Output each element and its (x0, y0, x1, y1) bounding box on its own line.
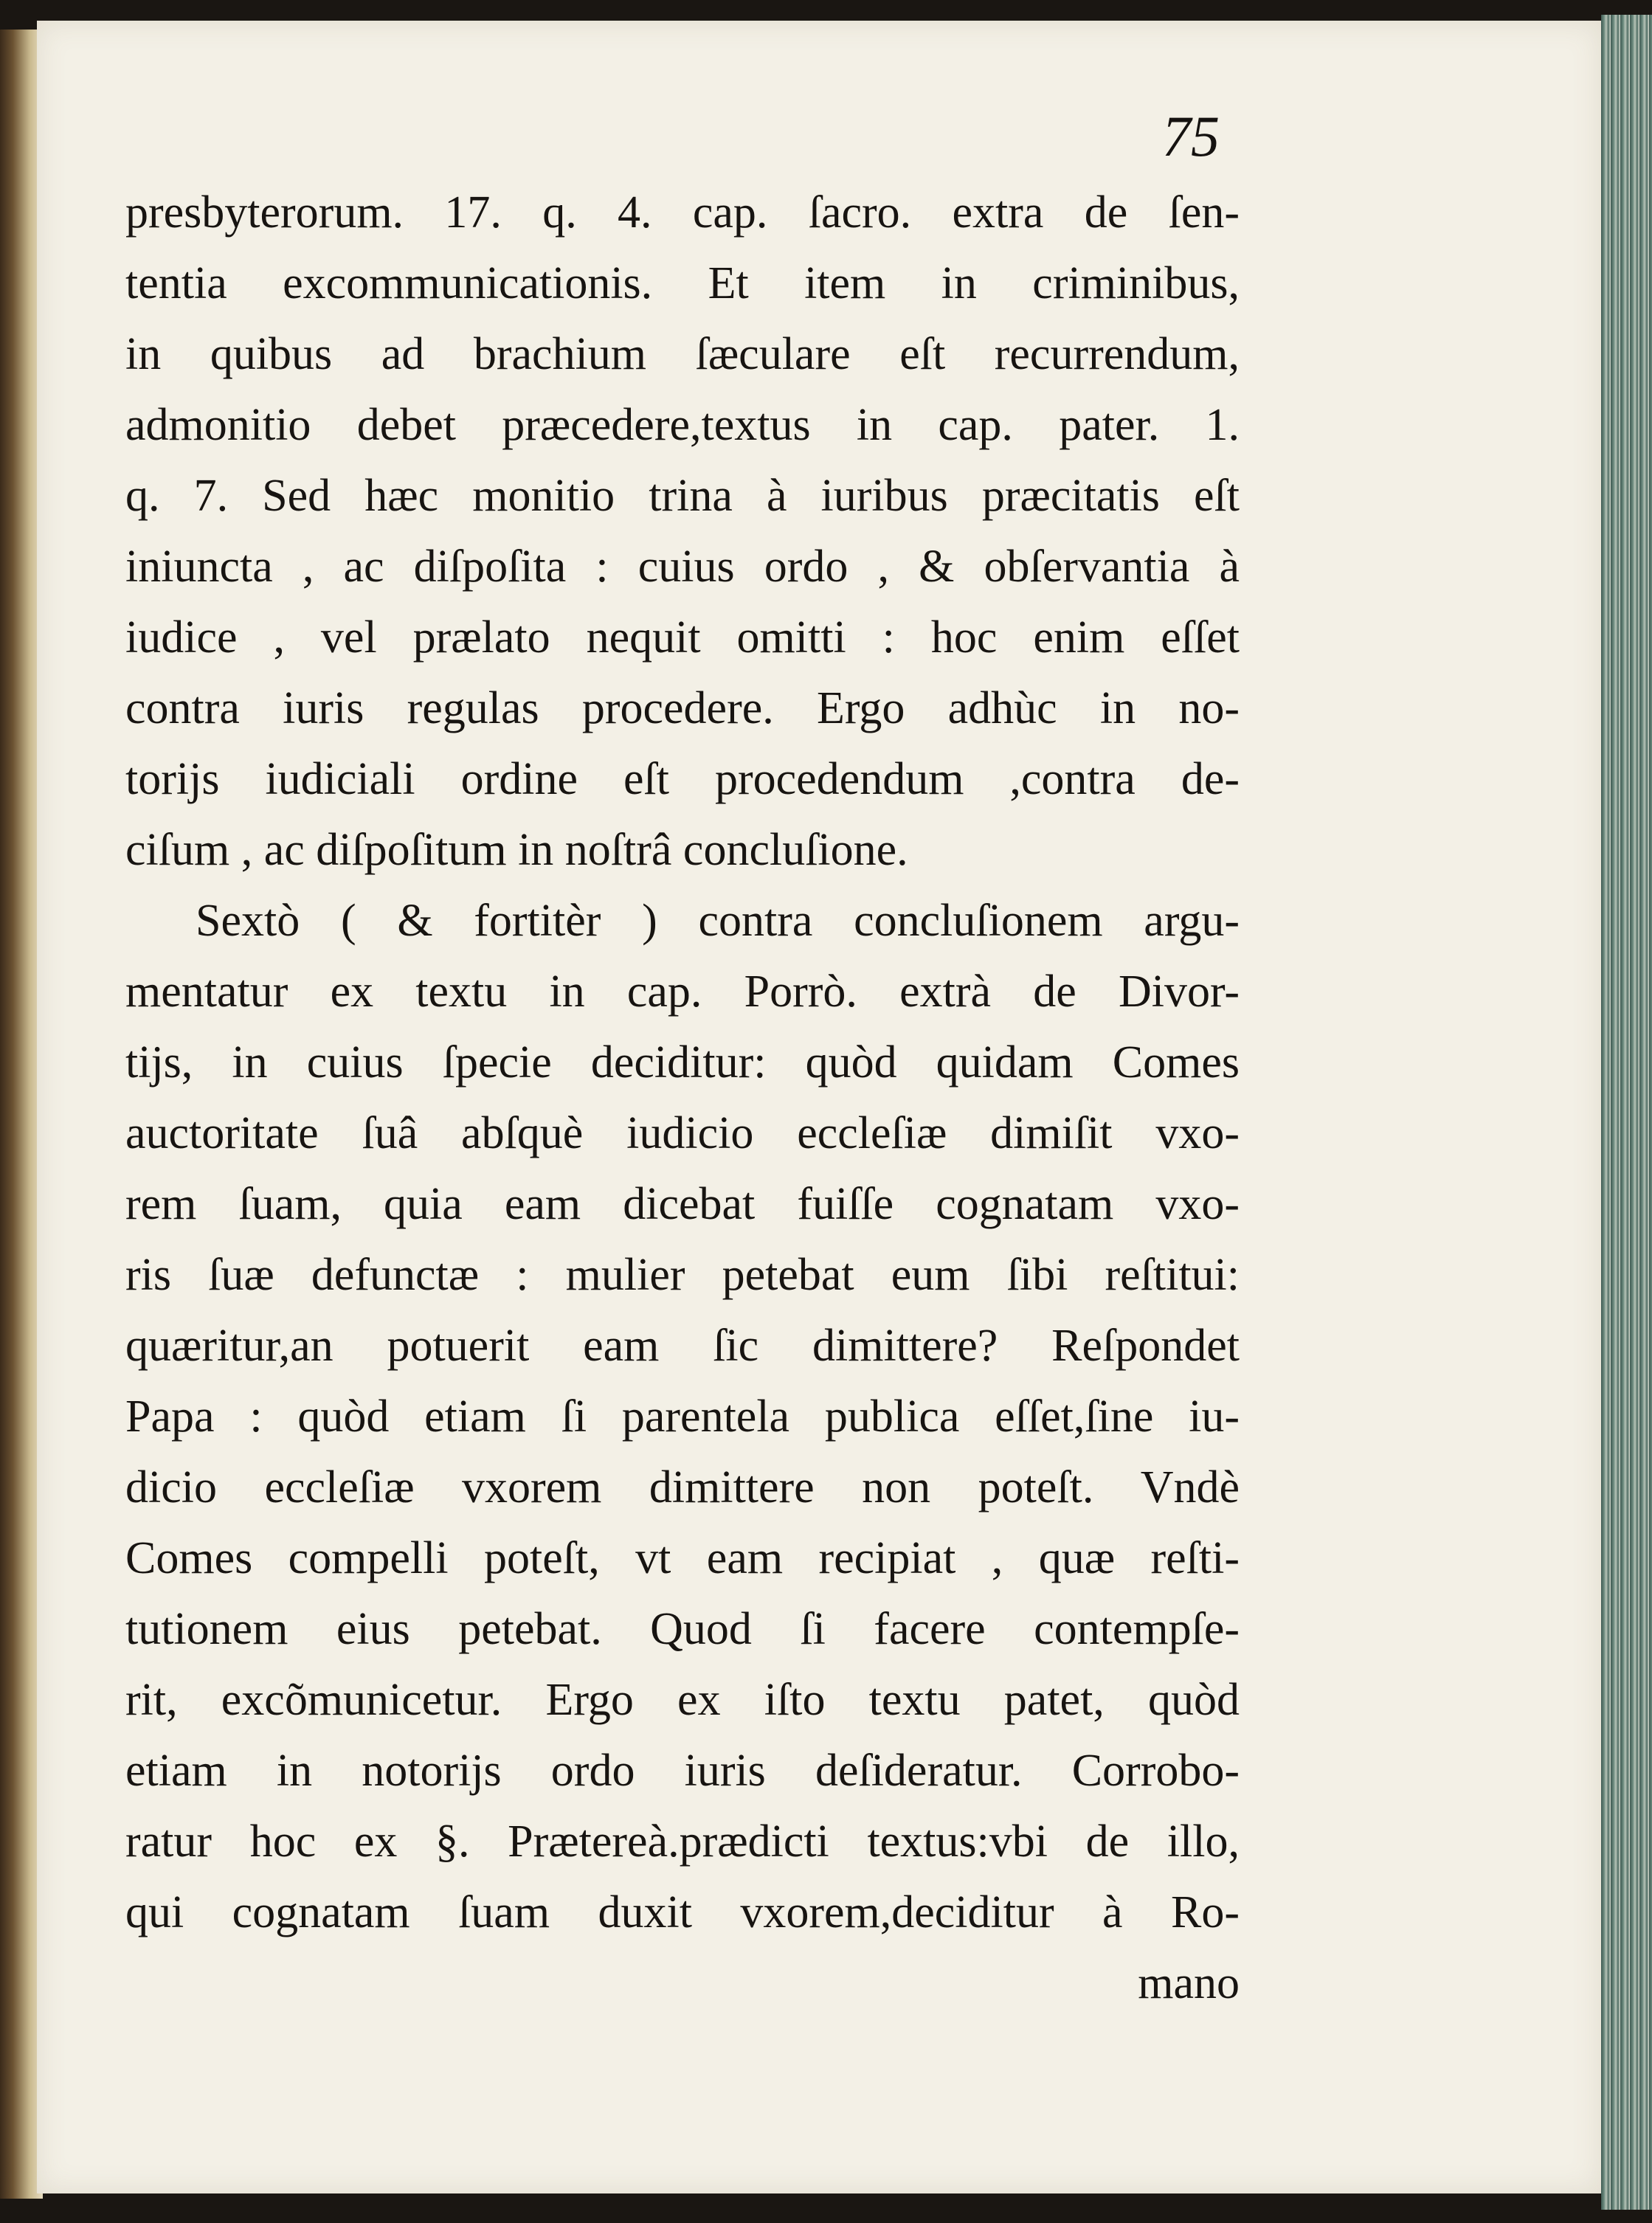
text-line: mentatur ex textu in cap. Porrò. extrà de Divor- (125, 967, 1240, 1017)
text-line: rit, excõmunicetur. Ergo ex iſto textu patet, quòd (125, 1675, 1240, 1725)
page-fore-edge (1601, 15, 1652, 2210)
text-line: tijs, in cuius ſpecie deciditur: quòd quidam Comes (125, 1037, 1240, 1088)
catchword-row (125, 1948, 1240, 2019)
text-line: ratur hoc ex §. Prætereà.prædicti textus:vbi de illo, (125, 1816, 1240, 1867)
text-line: qui cognatam ſuam duxit vxorem,deciditur à Ro- (125, 1887, 1240, 1937)
text-line: tentia excommunicationis. Et item in criminibus, (125, 258, 1240, 308)
text-line: admonitio debet præcedere,textus in cap. pater. 1. (125, 400, 1240, 450)
page-number: 75 (1162, 104, 1220, 168)
text-line: in quibus ad brachium ſæculare eſt recurrendum, (125, 329, 1240, 379)
text-line: quæritur,an potuerit eam ſic dimittere? Reſpondet (125, 1321, 1240, 1371)
text-line: iudice , vel prælato nequit omitti : hoc enim eſſet (125, 612, 1240, 663)
catchword: mano (1138, 1958, 1240, 2008)
text-line: auctoritate ſuâ abſquè iudicio eccleſiæ dimiſit vxo- (125, 1108, 1240, 1158)
text-line: contra iuris regulas procedere. Ergo adhùc in no- (125, 683, 1240, 733)
text-line: torijs iudiciali ordine eſt procedendum ,contra de- (125, 754, 1240, 804)
text-line: Papa : quòd etiam ſi parentela publica eſſet,ſine iu- (125, 1391, 1240, 1442)
text-line: etiam in notorijs ordo iuris deſideratur. Corrobo- (125, 1746, 1240, 1796)
paragraph-start-line: Sextò ( & fortitèr ) contra concluſionem argu- (196, 896, 1240, 946)
text-line: tutionem eius petebat. Quod ſi facere contempſe- (125, 1604, 1240, 1654)
text-line: q. 7. Sed hæc monitio trina à iuribus præcitatis eſt (125, 471, 1240, 521)
text-line: iniuncta , ac diſpoſita : cuius ordo , & obſervantia à (125, 542, 1240, 592)
text-line: presbyterorum. 17. q. 4. cap. ſacro. extra de ſen- (125, 187, 1240, 238)
text-line: Comes compelli poteſt, vt eam recipiat , quæ reſti- (125, 1533, 1240, 1583)
text-line: rem ſuam, quia eam dicebat fuiſſe cognatam vxo- (125, 1179, 1240, 1229)
text-line: ris ſuæ defunctæ : mulier petebat eum ſibi reſtitui: (125, 1250, 1240, 1300)
body-text (125, 177, 1240, 2019)
text-line: dicio eccleſiæ vxorem dimittere non poteſt. Vndè (125, 1462, 1240, 1512)
text-line: ciſum , ac diſpoſitum in noſtrâ concluſione. (125, 825, 908, 875)
